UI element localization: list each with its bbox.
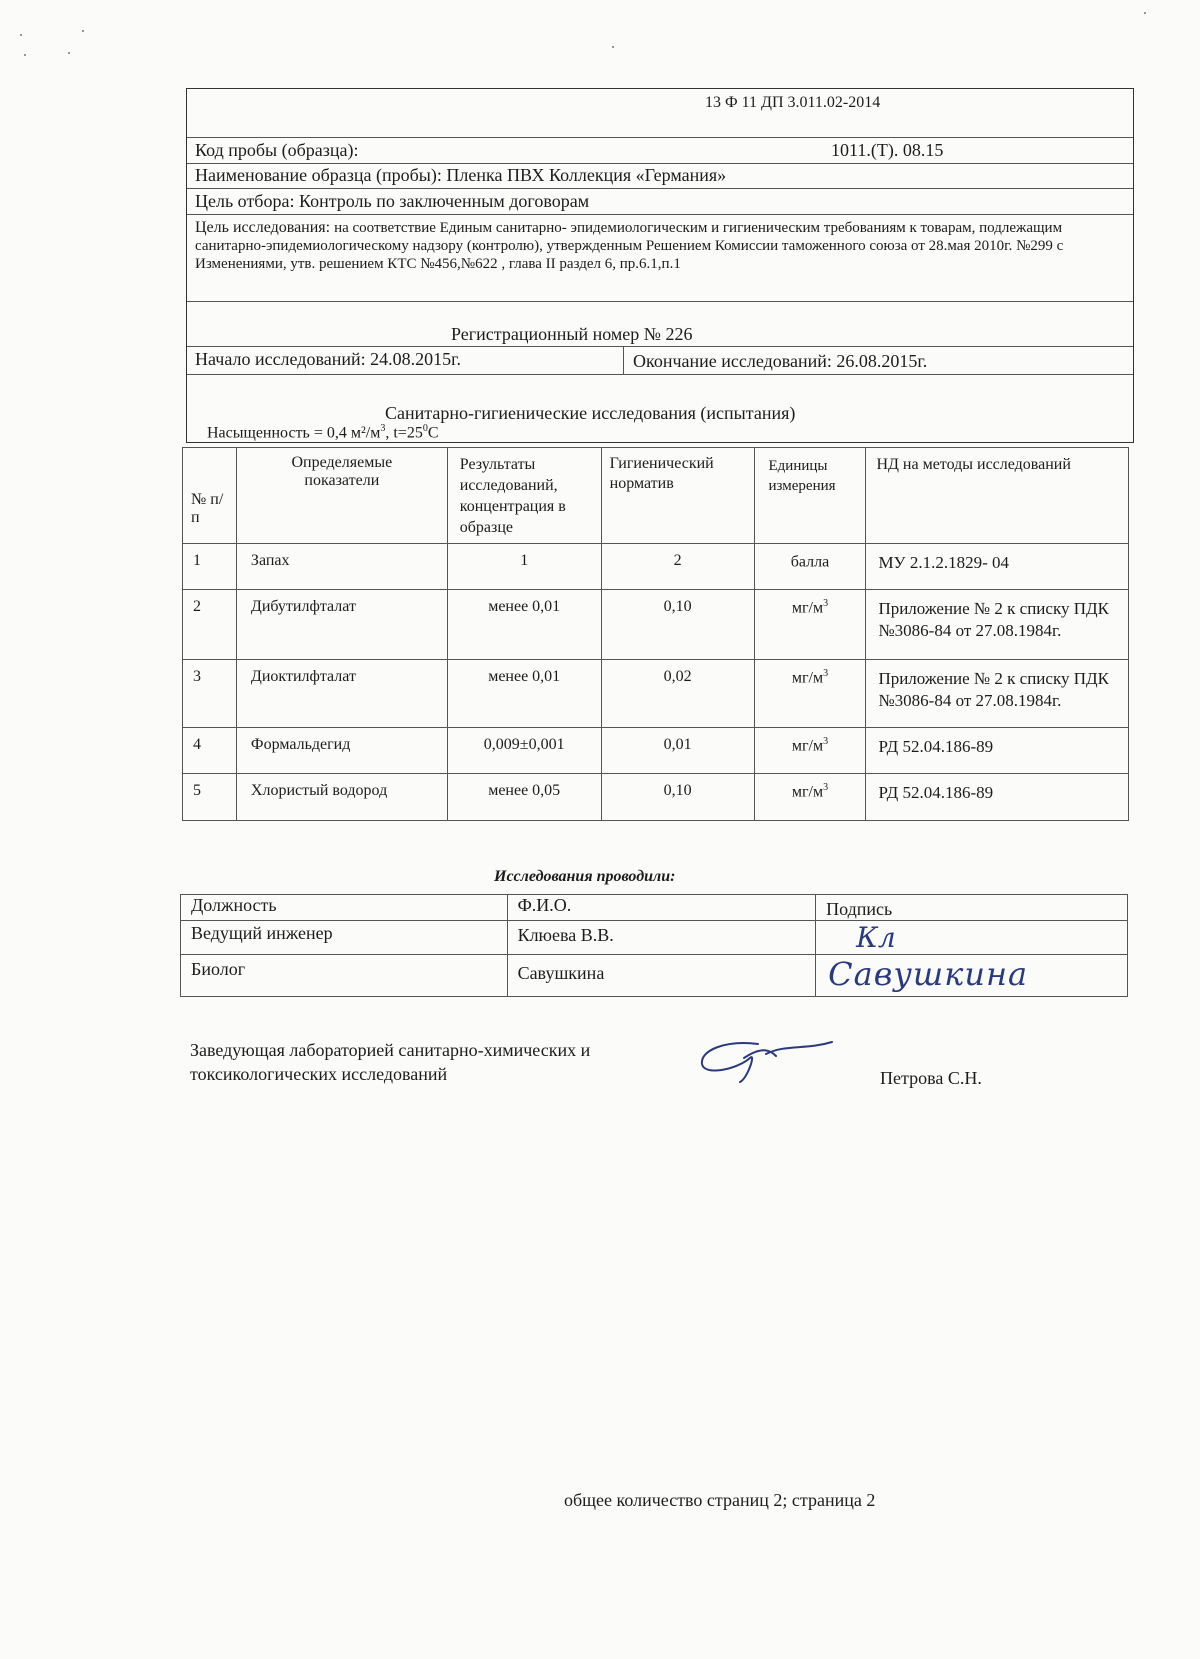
row-norm: 0,10 xyxy=(601,590,754,660)
scan-speck xyxy=(82,30,84,32)
scan-speck xyxy=(1144,12,1146,14)
scan-speck xyxy=(20,34,22,36)
row-unit xyxy=(754,660,866,728)
sample-name: Наименование образца (пробы): Пленка ПВХ Коллекция «Германия» xyxy=(195,165,727,185)
staff-position: Ведущий инженер xyxy=(181,921,508,955)
row-method: Приложение № 2 к списку ПДК №3086-84 от 27.08.1984г. xyxy=(866,660,1129,728)
head-title-line-1: Заведующая лабораторией санитарно-химических и xyxy=(190,1040,591,1060)
col-header-result: Результаты исследований, концентрация в образце xyxy=(447,448,601,544)
unit-text: мг/м xyxy=(791,783,824,801)
row-result: 1 xyxy=(447,544,601,590)
col-header-method: НД на методы исследований xyxy=(866,448,1129,544)
sample-code-row xyxy=(187,137,1133,163)
col-header-indicator: Определяемые показатели xyxy=(236,448,447,544)
row-unit xyxy=(754,774,866,821)
section-title: Санитарно-гигиенические исследования (испытания) xyxy=(385,403,796,423)
row-number: 4 xyxy=(183,728,237,774)
table-row xyxy=(183,590,1129,660)
staff-position: Биолог xyxy=(181,955,508,997)
row-result: менее 0,05 xyxy=(447,774,601,821)
col-header-number: № п/п xyxy=(183,448,237,544)
unit-text: мг/м xyxy=(791,737,824,755)
scan-speck xyxy=(68,52,70,54)
row-result: 0,009±0,001 xyxy=(447,728,601,774)
row-method: РД 52.04.186-89 xyxy=(866,774,1129,821)
staff-title: Исследования проводили: xyxy=(494,868,676,885)
staff-row xyxy=(181,955,1128,997)
unit-superscript: 3 xyxy=(823,668,829,679)
registration-row xyxy=(187,301,1133,346)
dates-divider xyxy=(623,347,624,375)
unit-superscript: 3 xyxy=(823,598,829,609)
row-number: 2 xyxy=(183,590,237,660)
head-signature-scribble xyxy=(696,1036,836,1084)
unit-text: мг/м xyxy=(791,599,824,617)
results-header-row xyxy=(183,448,1129,544)
doc-code: 13 Ф 11 ДП 3.011.02-2014 xyxy=(705,94,881,111)
staff-table xyxy=(180,894,1128,997)
research-purpose-label: Цель исследования: xyxy=(195,219,331,236)
section-title-row xyxy=(187,374,1133,442)
row-norm: 0,10 xyxy=(601,774,754,821)
sample-info-block xyxy=(186,88,1134,443)
selection-purpose: Цель отбора: Контроль по заключенным договорам xyxy=(195,191,590,211)
row-norm: 0,01 xyxy=(601,728,754,774)
page-counter: общее количество страниц 2; страница 2 xyxy=(564,1490,876,1510)
row-norm: 2 xyxy=(601,544,754,590)
row-unit xyxy=(754,590,866,660)
scan-speck xyxy=(24,54,26,56)
staff-name: Клюева В.В. xyxy=(507,921,816,955)
head-title-line-2: токсикологических исследований xyxy=(190,1064,448,1084)
doc-code-row xyxy=(187,89,1133,137)
row-method: РД 52.04.186-89 xyxy=(866,728,1129,774)
scan-speck xyxy=(612,46,614,48)
registration-number: Регистрационный номер № 226 xyxy=(451,324,693,344)
sample-code-value: 1011.(Т). 08.15 xyxy=(831,140,944,160)
unit-superscript: 3 xyxy=(823,736,829,747)
row-indicator: Диоктилфталат xyxy=(236,660,447,728)
row-unit xyxy=(754,544,866,590)
row-indicator: Формальдегид xyxy=(236,728,447,774)
staff-signature: Кл xyxy=(816,921,1128,955)
head-name: Петрова С.Н. xyxy=(880,1068,982,1088)
table-row xyxy=(183,774,1129,821)
sample-name-row xyxy=(187,163,1133,188)
row-unit xyxy=(754,728,866,774)
results-table xyxy=(182,447,1129,821)
staff-signature: Савушкина xyxy=(816,955,1128,997)
row-method: МУ 2.1.2.1829- 04 xyxy=(866,544,1129,590)
col-header-norm: Гигиенический норматив xyxy=(601,448,754,544)
staff-header-signature: Подпись xyxy=(816,895,1128,921)
staff-header-name: Ф.И.О. xyxy=(507,895,816,921)
row-number: 3 xyxy=(183,660,237,728)
staff-header-row xyxy=(181,895,1128,921)
table-row xyxy=(183,728,1129,774)
selection-purpose-row xyxy=(187,188,1133,214)
row-number: 5 xyxy=(183,774,237,821)
end-date: Окончание исследований: 26.08.2015г. xyxy=(633,351,928,371)
unit-text: мг/м xyxy=(791,669,824,687)
staff-row xyxy=(181,921,1128,955)
staff-header-position: Должность xyxy=(181,895,508,921)
row-result: менее 0,01 xyxy=(447,590,601,660)
research-purpose-text: на соответствие Единым санитарно- эпидемиологическим и гигиеническим требованиям к товарам, подлежащим санитарно-эпидемиологическому надзору (контролю), утвержденным Решением Комиссии таможенного союза от 28.мая 2010г. №299 с Изменениями, утв. решением КТС №456,№622 , глава II раздел 6, пр.6.1,п.1 xyxy=(195,220,1064,272)
row-norm: 0,02 xyxy=(601,660,754,728)
row-number: 1 xyxy=(183,544,237,590)
sample-code-label: Код пробы (образца): xyxy=(195,140,359,160)
row-result: менее 0,01 xyxy=(447,660,601,728)
row-indicator: Запах xyxy=(236,544,447,590)
table-row xyxy=(183,660,1129,728)
unit-superscript: 3 xyxy=(823,782,829,793)
unit-text: балла xyxy=(790,553,830,571)
row-indicator: Хлористый водород xyxy=(236,774,447,821)
table-row xyxy=(183,544,1129,590)
col-header-unit: Единицы измерения xyxy=(754,448,866,544)
saturation-line: Насыщенность = 0,4 $м^2/м^3$, $t=25^0C$ xyxy=(207,423,439,442)
row-indicator: Дибутилфталат xyxy=(236,590,447,660)
row-method: Приложение № 2 к списку ПДК №3086-84 от 27.08.1984г. xyxy=(866,590,1129,660)
staff-name: Савушкина xyxy=(507,955,816,997)
start-date: Начало исследований: 24.08.2015г. xyxy=(195,349,461,369)
dates-row xyxy=(187,346,1133,374)
research-purpose-row xyxy=(187,214,1133,301)
